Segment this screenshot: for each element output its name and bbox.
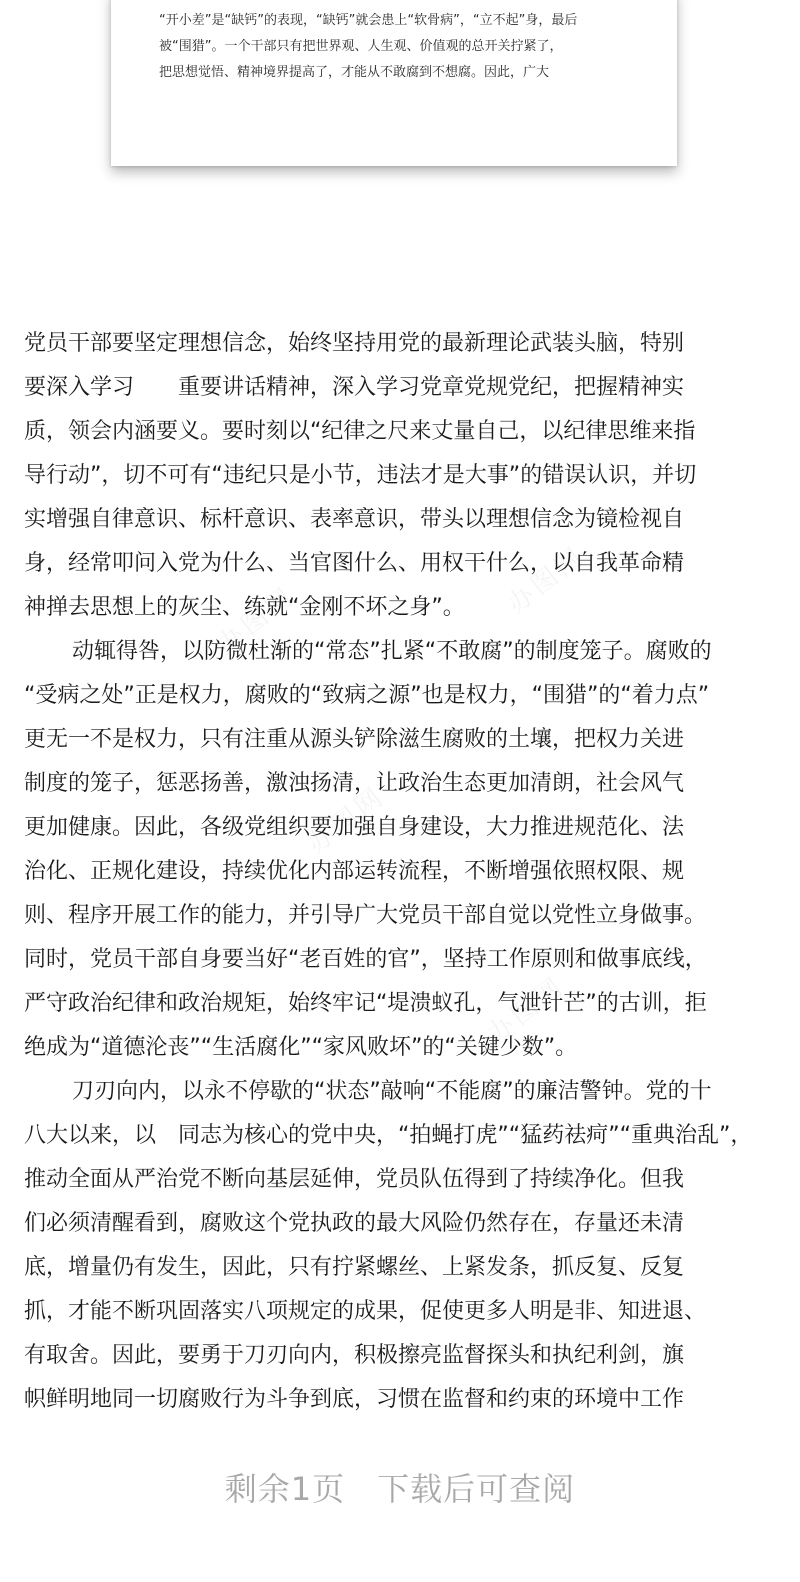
text-line: 八大以来，以 同志为核心的党中央，“拍蝇打虎”“猛药祛疴”“重典治乱”， [24,1123,753,1148]
text-line: 更无一不是权力，只有注重从源头铲除滋生腐败的土壤，把权力关进 [24,727,685,752]
text-line: 则、程序开展工作的能力，并引导广大党员干部自觉以党性立身做事。 [24,903,707,928]
text-line: 帜鲜明地同一切腐败行为斗争到底，习惯在监督和约束的环境中工作 [24,1387,685,1412]
preview-text [159,8,639,86]
text-line: 实增强自律意识、标杆意识、表率意识，带头以理想信念为镜检视自 [24,507,685,532]
text-line: 们必须清醒看到，腐败这个党执政的最大风险仍然存在，存量还未清 [24,1211,685,1236]
text-line: 推动全面从严治党不断向基层延伸，党员队伍得到了持续净化。但我 [24,1167,685,1192]
text-line: 神掸去思想上的灰尘、练就“金刚不坏之身”。 [24,595,465,620]
text-line: 导行动”，切不可有“违纪只是小节，违法才是大事”的错误认识，并切 [24,463,697,488]
preview-line: “开小差”是“缺钙”的表现，“缺钙”就会患上“软骨病”，“立不起”身，最后 [159,13,578,28]
text-line: 党员干部要坚定理想信念，始终坚持用党的最新理论武装头脑，特别 [24,331,685,356]
remaining-pages-label: 剩余1页 [224,1470,346,1508]
text-line: 制度的笼子，惩恶扬善，激浊扬清，让政治生态更加清朗，社会风气 [24,771,685,796]
text-line: 治化、正规化建设，持续优化内部运转流程，不断增强依照权限、规 [24,859,685,884]
text-line: 严守政治纪律和政治规矩，始终牢记“堤溃蚁孔，气泄针芒”的古训，拒 [24,991,707,1016]
text-line: “受病之处”正是权力，腐败的“致病之源”也是权力，“围猎”的“着力点” [24,683,710,708]
text-line: 有取舍。因此，要勇于刀刃向内，积极擦亮监督探头和执纪利剑，旗 [24,1343,685,1368]
document-body [24,322,780,1422]
text-line: 刀刃向内，以永不停歇的“状态”敲响“不能腐”的廉洁警钟。党的十 [72,1079,712,1104]
download-hint-label: 下载后可查阅 [377,1470,576,1508]
text-line: 同时，党员干部自身要当好“老百姓的官”，坚持工作原则和做事底线， [24,947,707,972]
preview-line: 被“围猎”。一个干部只有把世界观、人生观、价值观的总开关拧紧了， [159,39,563,54]
text-line: 底，增量仍有发生，因此，只有拧紧螺丝、上紧发条，抓反复、反复 [24,1255,685,1280]
text-line: 动辄得咎，以防微杜渐的“常态”扎紧“不敢腐”的制度笼子。腐败的 [72,639,712,664]
text-line: 绝成为“道德沦丧”“生活腐化”“家风败坏”的“关键少数”。 [24,1035,578,1060]
text-line: 抓，才能不断巩固落实八项规定的成果，促使更多人明是非、知进退、 [24,1299,707,1324]
text-line: 身，经常叩问入党为什么、当官图什么、用权干什么，以自我革命精 [24,551,685,576]
text-line: 要深入学习 重要讲话精神，深入学习党章党规党纪，把握精神实 [24,375,685,400]
page-preview-card [111,0,677,166]
text-line: 更加健康。因此，各级党组织要加强自身建设，大力推进规范化、法 [24,815,685,840]
text-line: 质，领会内涵要义。要时刻以“纪律之尺来丈量自己，以纪律思维来指 [24,419,696,444]
remaining-pages-hint[interactable] [0,1464,800,1510]
preview-line: 把思想觉悟、精神境界提高了，才能从不敢腐到不想腐。因此，广大 [159,65,550,80]
